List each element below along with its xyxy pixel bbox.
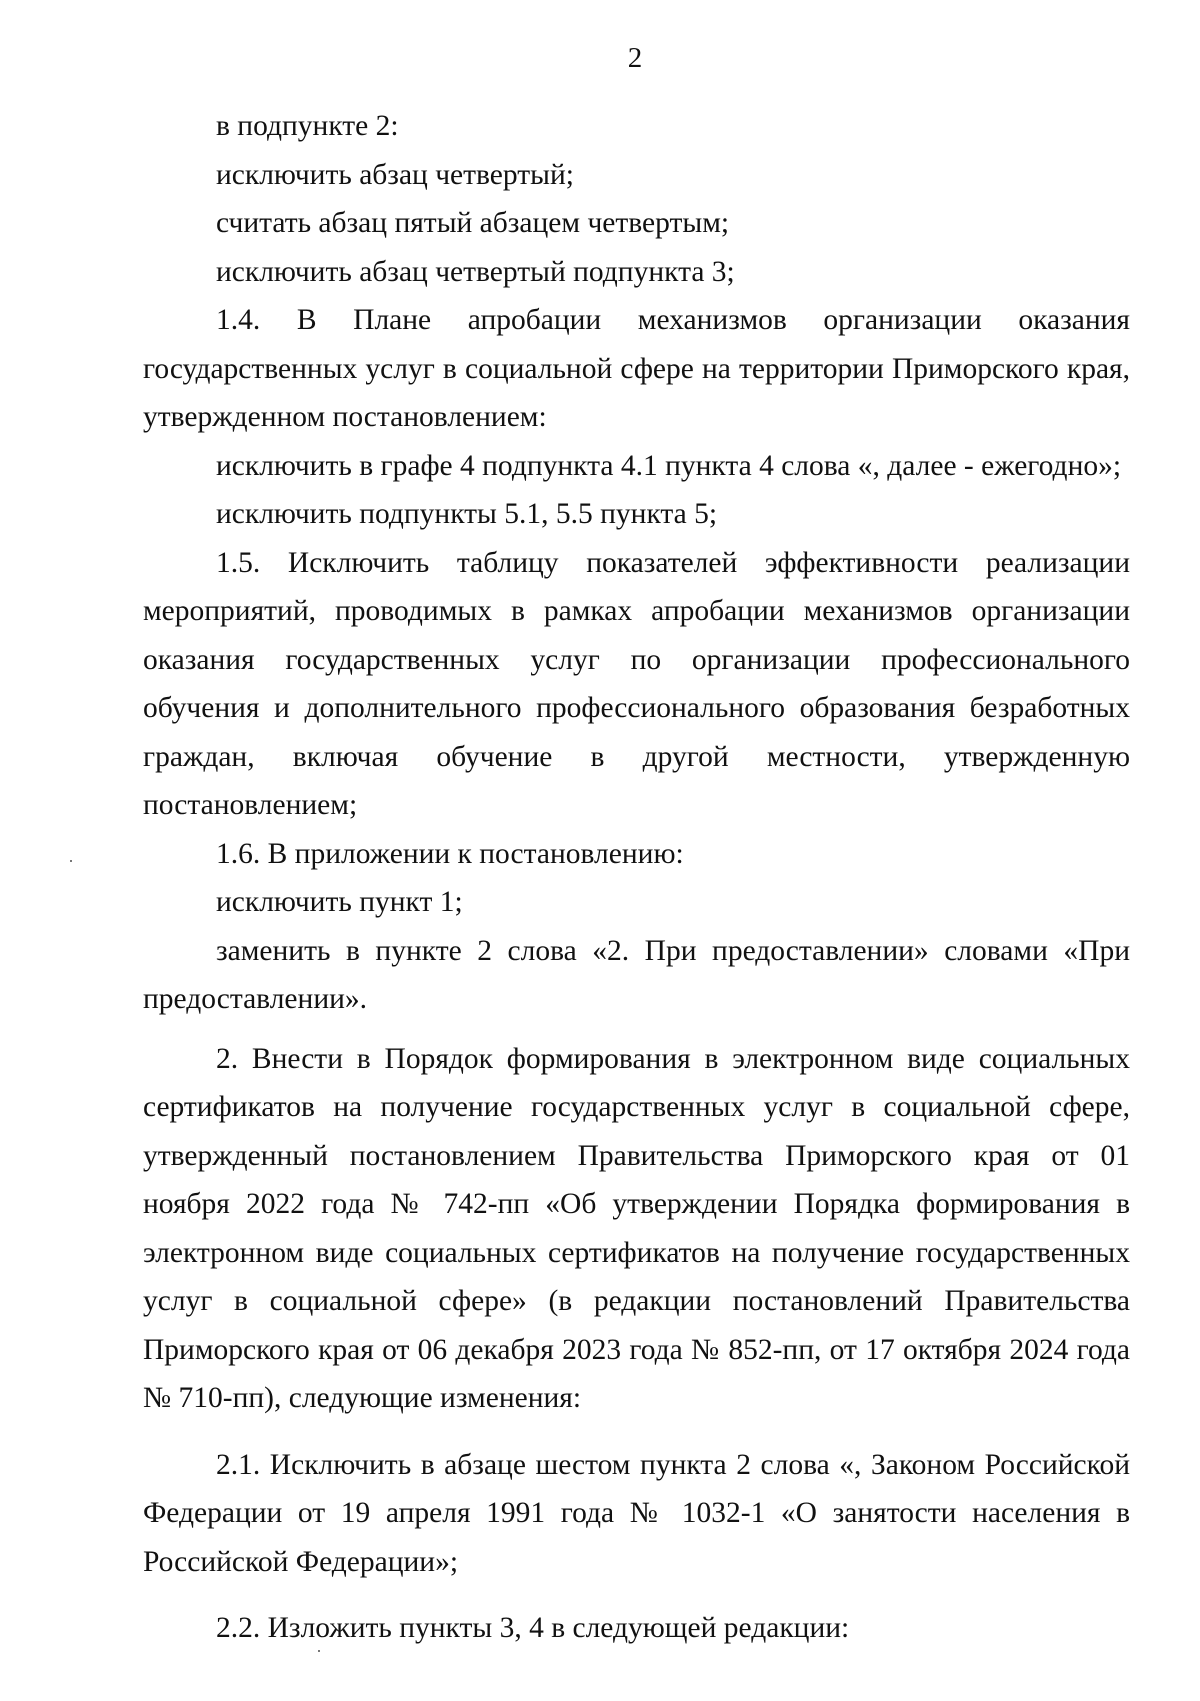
paragraph: заменить в пункте 2 слова «2. При предоставлении» словами «При предоставлении». <box>143 934 1130 1015</box>
paragraph: 1.6. В приложении к постановлению: <box>216 837 684 870</box>
paragraph: в подпункте 2: <box>216 110 399 142</box>
paragraph: считать абзац пятый абзацем четвертым; <box>216 207 730 239</box>
paragraph: 1.5. Исключить таблицу показателей эффективности реализации мероприятий, проводимых в рамках апробации механизмов организации оказания государственных услуг по организации профессионального обучения и дополнительного профессионального образования безработных граждан, включая обучение в другой местности, утвержденную постановлением; <box>143 546 1130 821</box>
scan-speck <box>318 1650 320 1652</box>
scan-speck <box>70 860 72 862</box>
paragraph: исключить абзац четвертый; <box>216 158 574 191</box>
page-number: 2 <box>627 42 643 74</box>
paragraph: исключить подпункты 5.1, 5.5 пункта 5; <box>216 498 718 530</box>
paragraph: 1.4. В Плане апробации механизмов организации оказания государственных услуг в социальной сфере на территории Приморского края, утвержденном постановлением: <box>143 304 1130 433</box>
document-body <box>143 102 1130 1653</box>
paragraph: исключить абзац четвертый подпункта 3; <box>216 255 735 288</box>
paragraph: 2.1. Исключить в абзаце шестом пункта 2 слова «, Законом Российской Федерации от 19 апреля 1991 года № 1032-1 «О занятости населения в Российской Федерации»; <box>143 1448 1130 1578</box>
paragraph: 2. Внести в Порядок формирования в электронном виде социальных сертификатов на получение государственных услуг в социальной сфере, утвержденный постановлением Правительства Приморского края от 01 ноября 2022 года № 742-пп «Об утверждении Порядка формирования в электронном виде социальных сертификатов на получение государственных услуг в социальной сфере» (в редакции постановлений Правительства Приморского края от 06 декабря 2023 года № 852-пп, от 17 октября 2024 года № 710-пп), следующие изменения: <box>143 1042 1130 1414</box>
paragraph: исключить в графе 4 подпункта 4.1 пункта 4 слова «, далее - ежегодно»; <box>216 449 1122 482</box>
paragraph: 2.2. Изложить пункты 3, 4 в следующей редакции: <box>216 1612 850 1644</box>
paragraph: исключить пункт 1; <box>216 886 463 918</box>
